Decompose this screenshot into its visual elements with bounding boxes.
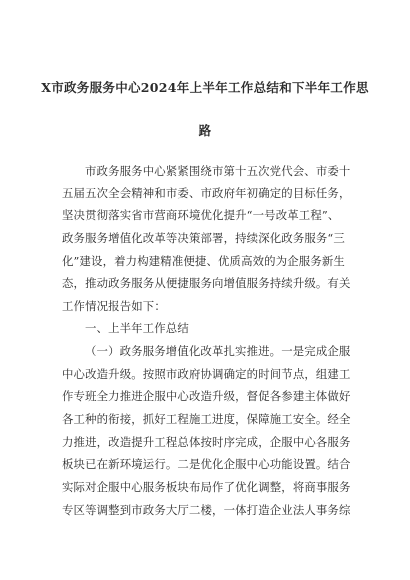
paragraph-line: 态，推动政务服务从便捷服务向增值服务持续升级。有关: [62, 276, 351, 290]
section-heading: 一、上半年工作总结: [85, 321, 189, 335]
paragraph-line: 坚决贯彻落实省市营商环境优化提升“一号改革工程”、: [62, 208, 340, 222]
paragraph-line: 化”建设，着力构建精准便捷、优质高效的为企服务新生: [62, 254, 345, 268]
paragraph-line: 工作情况报告如下：: [62, 299, 166, 313]
paragraph-line: 政务服务增值化改革等决策部署，持续深化政务服务“三: [62, 231, 345, 245]
paragraph-line: 各工种的衔接，抓好工程施工进度，保障施工安全。经全: [62, 412, 351, 426]
paragraph-line: 作专班全力推进企服中心改造升级，督促各参建主体做好: [62, 389, 351, 403]
document-title-line-1: X市政务服务中心2024年上半年工作总结和下半年工作思: [41, 80, 369, 95]
paragraph-line: 中心改造升级。按照市政府协调确定的时间节点，组建工: [62, 367, 351, 381]
paragraph-line: 实际对企服中心服务板块布局作了优化调整，将商事服务: [62, 480, 351, 494]
paragraph-line: 市政务服务中心紧紧围绕市第十五次党代会、市委十: [85, 164, 351, 178]
paragraph-line: （一）政务服务增值化改革扎实推进。一是完成企服: [85, 344, 351, 358]
document-title-line-2: 路: [198, 123, 212, 138]
paragraph-line: 板块已在新环境运行。二是优化企服中心功能设置。结合: [62, 457, 351, 471]
paragraph-line: 专区等调整到市政务大厅二楼，一体打造企业法人事务综: [62, 503, 351, 517]
paragraph-line: 五届五次全会精神和市委、市政府年初确定的目标任务，: [62, 186, 351, 200]
paragraph-line: 力推进，改造提升工程总体按时序完成，企服中心各服务: [62, 435, 351, 449]
